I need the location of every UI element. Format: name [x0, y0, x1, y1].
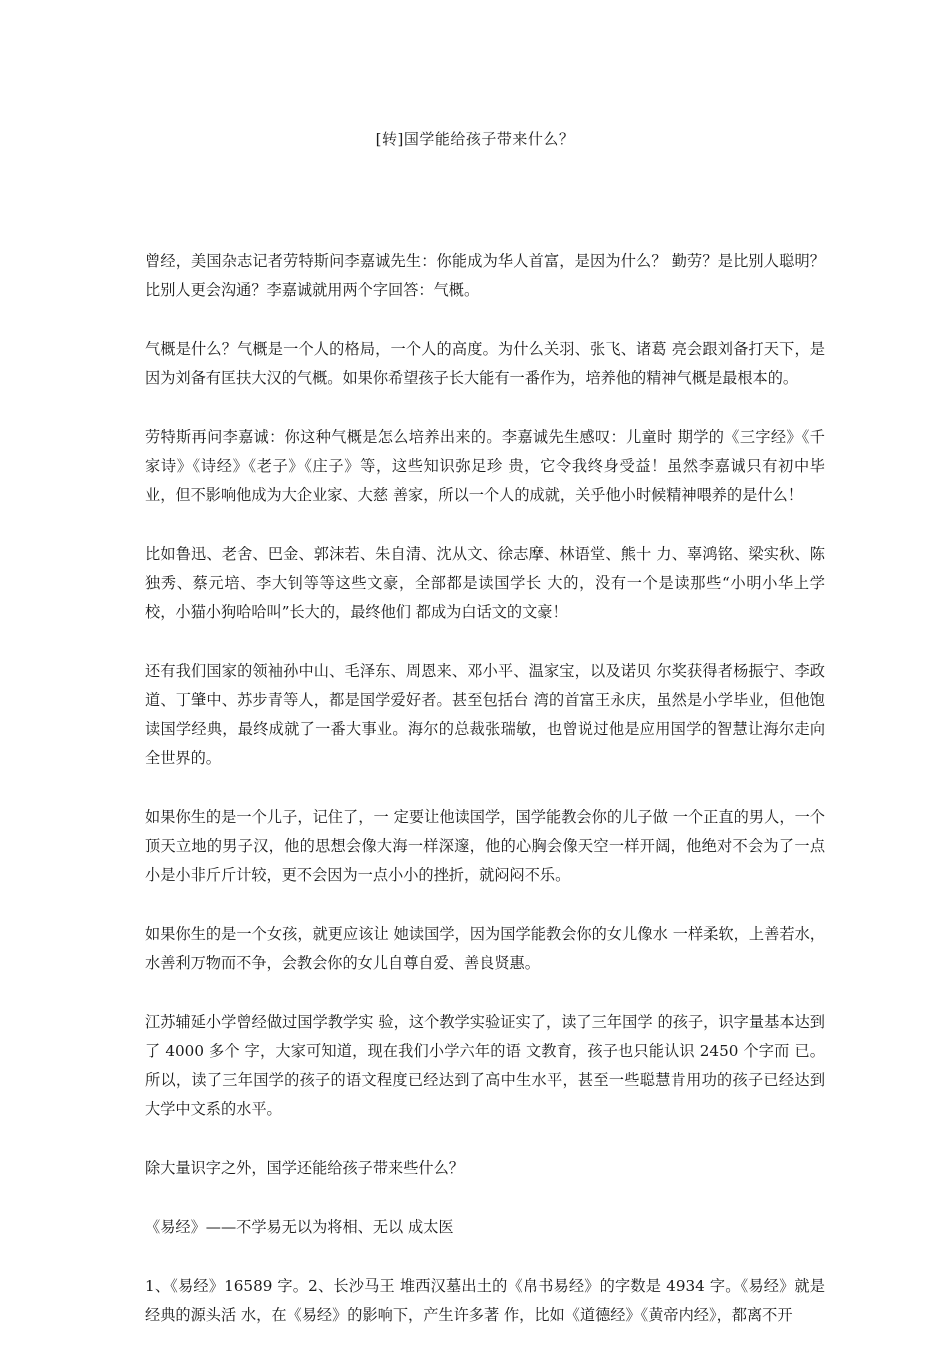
- document-body: [145, 247, 825, 1360]
- section-heading: 《易经》——不学易无以为将相、无以 成太医: [145, 1218, 454, 1236]
- paragraph: 曾经，美国杂志记者劳特斯问李嘉诚先生：你能成为华人首富，是因为什么？ 勤劳？是比别人聪明？比别人更会沟通？李嘉诚就用两个字回答：气概。: [145, 252, 825, 299]
- paragraph: 江苏辅延小学曾经做过国学教学实 验，这个教学实验证实了，读了三年国学 的孩子，识字量基本达到了 4000 多个 字，大家可知道，现在我们小学六年的语 文教育，孩子也只能认识 2450 个字而 已。所以，读了三年国学的孩子的语文程度已经达到了高中生水平，甚至一些聪慧肯用功的孩子已经达到大学中文系的水平。: [145, 1013, 825, 1118]
- paragraph: 还有我们国家的领袖孙中山、毛泽东、周恩来、邓小平、温家宝，以及诺贝 尔奖获得者杨振宁、李政道、丁肇中、苏步青等人，都是国学爱好者。甚至包括台 湾的首富王永庆，虽然是小学毕业，但他饱读国学经典，最终成就了一番大事业。海尔的总裁张瑞敏，也曾说过他是应用国学的智慧让海尔走向全世界的。: [145, 662, 825, 767]
- paragraph: 除大量识字之外，国学还能给孩子带来些什么？: [145, 1159, 464, 1177]
- paragraph: 如果你生的是一个女孩，就更应该让 她读国学，因为国学能教会你的女儿像水 一样柔软，上善若水，水善利万物而不争，会教会你的女儿自尊自爱、善良贤惠。: [145, 925, 825, 972]
- document-title: [转]国学能给孩子带来什么？: [375, 130, 575, 148]
- paragraph: 比如鲁迅、老舍、巴金、郭沫若、朱自清、沈从文、徐志摩、林语堂、熊十 力、辜鸿铭、梁实秋、陈独秀、蔡元培、李大钊等等这些文豪，全部都是读国学长 大的，没有一个是读那些“小明小华上学 校，小猫小狗哈哈叫”长大的，最终他们 都成为白话文的文豪！: [145, 545, 825, 621]
- paragraph: 如果你生的是一个儿子，记住了，一 定要让他读国学，国学能教会你的儿子做 一个正直的男人，一个顶天立地的男子汉，他的思想会像大海一样深邃，他的心胸会像天空一样开阔，他绝对不会为了一点小是小非斤斤计较，更不会因为一点小小的挫折，就闷闷不乐。: [145, 808, 825, 884]
- paragraph: 气概是什么？气概是一个人的格局，一个人的高度。为什么关羽、张飞、诸葛 亮会跟刘备打天下，是因为刘备有匡扶大汉的气概。如果你希望孩子长大能有一番作为，培养他的精神气概是最根本的。: [145, 340, 825, 387]
- paragraph: 1、《易经》16589 字。2、长沙马王 堆西汉墓出土的《帛书易经》的字数是 4934 字。《易经》就是经典的源头活 水，在《易经》的影响下，产生许多著 作，比如《道德经》《黄帝内经》，都离不开: [145, 1277, 825, 1324]
- paragraph: 劳特斯再问李嘉诚：你这种气概是怎么培养出来的。李嘉诚先生感叹：儿童时 期学的《三字经》《千家诗》《诗经》《老子》《庄子》等，这些知识弥足珍 贵，它令我终身受益！虽然李嘉诚只有初中毕业，但不影响他成为大企业家、大慈 善家，所以一个人的成就，关乎他小时候精神喂养的是什么！: [145, 428, 825, 504]
